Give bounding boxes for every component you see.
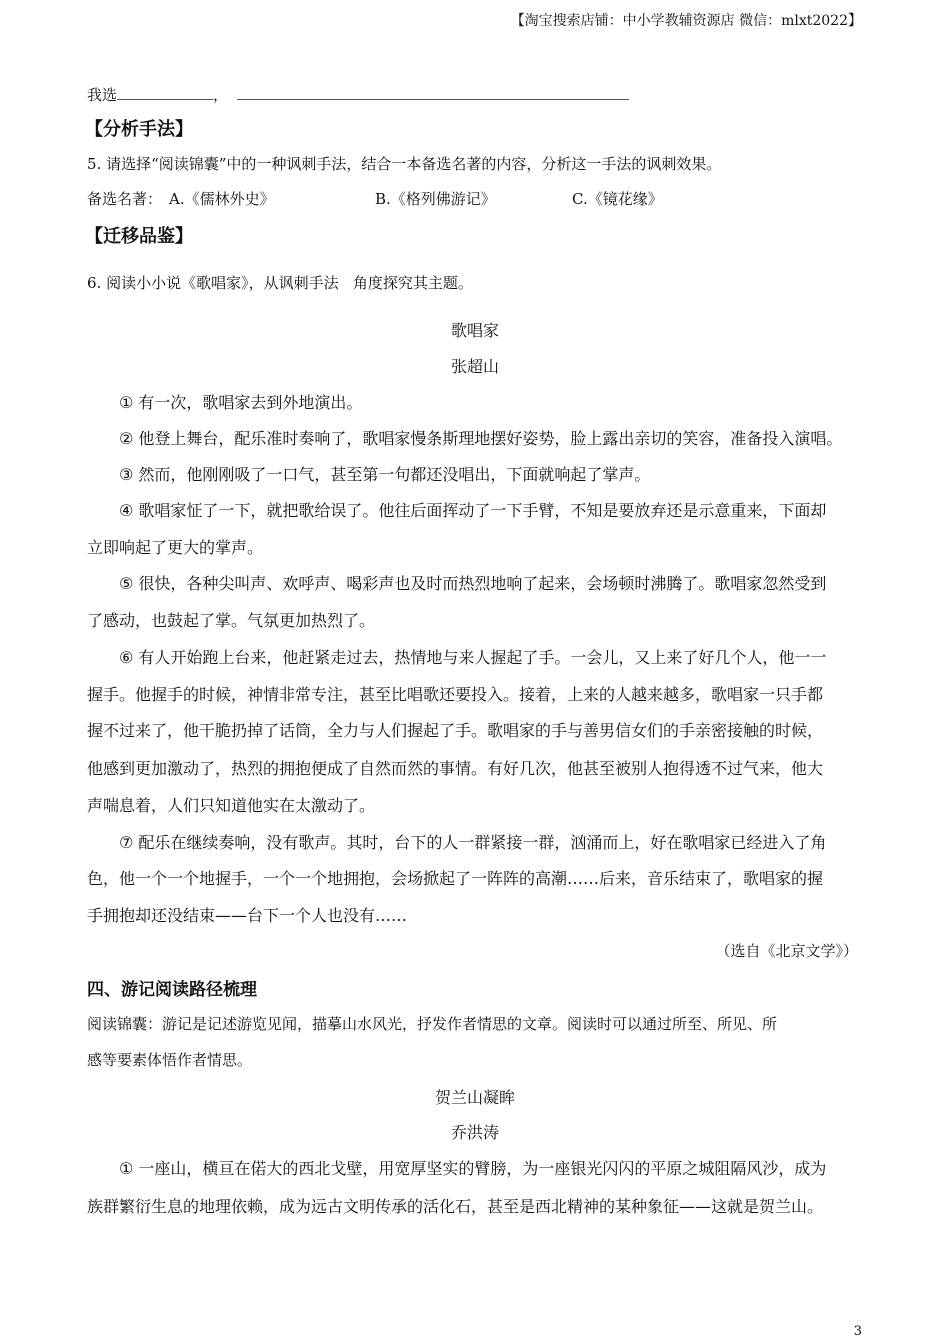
story-source: （选自《北京文学》）	[715, 942, 858, 960]
essay-title: 贺兰山凝眸	[434, 1088, 515, 1107]
story-line: 手拥抱却还没结束——台下一个人也没有……	[87, 906, 408, 925]
story-author: 张超山	[450, 357, 499, 376]
page-number: 3	[853, 1324, 862, 1339]
essay-author: 乔洪涛	[450, 1123, 499, 1142]
reading-tip-line: 感等要素体悟作者情思。	[87, 1051, 253, 1069]
answer-blank-long[interactable]	[237, 85, 629, 100]
question-5: 5. 请选择“阅读锦囊”中的一种讽刺手法，结合一本备选名著的内容，分析这一手法的讽刺效果。	[87, 155, 722, 173]
page-header: 【淘宝搜索店铺：中小学教辅资源店 微信：mlxt2022】	[510, 13, 862, 29]
essay-line: ① 一座山，横亘在偌大的西北戈壁，用宽厚坚实的臂膀，为一座银光闪闪的平原之城阻隔风沙，成为	[119, 1159, 827, 1178]
story-line: ① 有一次，歌唱家去到外地演出。	[119, 393, 363, 412]
story-line: ⑦ 配乐在继续奏响，没有歌声。其时，台下的人一群紧接一群，汹涌而上，好在歌唱家已经进入了角	[119, 833, 827, 852]
story-line: 握不过来了，他干脆扔掉了话筒，全力与人们握起了手。歌唱家的手与善男信女们的手亲密接触的时候，	[87, 721, 824, 740]
section-analysis-heading: 【分析手法】	[85, 119, 193, 140]
answer-line	[87, 84, 629, 105]
question-6: 6. 阅读小小说《歌唱家》，从讽刺手法 角度探究其主题。	[87, 274, 473, 292]
answer-label: 我选	[87, 86, 118, 104]
story-line: ② 他登上舞台，配乐准时奏响了，歌唱家慢条斯理地摆好姿势，脸上露出亲切的笑容，准备投入演唱。	[119, 429, 843, 448]
book-option-c: C.《镜花缘》	[572, 190, 663, 208]
book-option-b: B.《格列佛游记》	[375, 190, 496, 208]
story-title: 歌唱家	[450, 321, 499, 340]
answer-comma: ，	[213, 86, 229, 104]
section-4-heading: 四、游记阅读路径梳理	[87, 980, 257, 1000]
story-line: 了感动，也鼓起了掌。气氛更加热烈了。	[87, 611, 376, 630]
reading-tip-line: 阅读锦囊：游记是记述游览见闻，描摹山水风光，抒发作者情思的文章。阅读时可以通过所至、所见、所	[87, 1015, 778, 1033]
story-line: ⑤ 很快，各种尖叫声、欢呼声、喝彩声也及时而热烈地响了起来，会场顿时沸腾了。歌唱家忽然受到	[119, 574, 827, 593]
essay-line: 族群繁衍生息的地理依赖，成为远古文明传承的活化石，甚至是西北精神的某种象征——这就是贺兰山。	[87, 1197, 824, 1216]
story-line: ③ 然而，他刚刚吸了一口气，甚至第一句都还没唱出，下面就响起了掌声。	[119, 465, 651, 484]
section-transfer-heading: 【迁移品鉴】	[85, 226, 193, 247]
story-line: ⑥ 有人开始跑上台来，他赶紧走过去，热情地与来人握起了手。一会儿，又上来了好几个人，他一一	[119, 648, 827, 667]
story-line: 声喘息着，人们只知道他实在太激动了。	[87, 796, 376, 815]
story-line: 立即响起了更大的掌声。	[87, 538, 264, 557]
book-option-a: A.《儒林外史》	[169, 190, 275, 208]
story-line: ④ 歌唱家怔了一下，就把歌给误了。他往后面挥动了一下手臂，不知是要放弃还是示意重来，下面却	[119, 501, 827, 520]
story-line: 他感到更加激动了，热烈的拥抱便成了自然而然的事情。有好几次，他甚至被别人抱得透不过气来，他大	[87, 759, 824, 778]
story-line: 握手。他握手的时候，神情非常专注，甚至比唱歌还要投入。接着，上来的人越来越多，歌唱家一只手都	[87, 685, 824, 704]
answer-blank-short[interactable]	[117, 85, 213, 100]
story-line: 色，他一个一个地握手，一个一个地拥抱，会场掀起了一阵阵的高潮……后来，音乐结束了，歌唱家的握	[87, 869, 824, 888]
books-label: 备选名著：	[87, 190, 163, 208]
